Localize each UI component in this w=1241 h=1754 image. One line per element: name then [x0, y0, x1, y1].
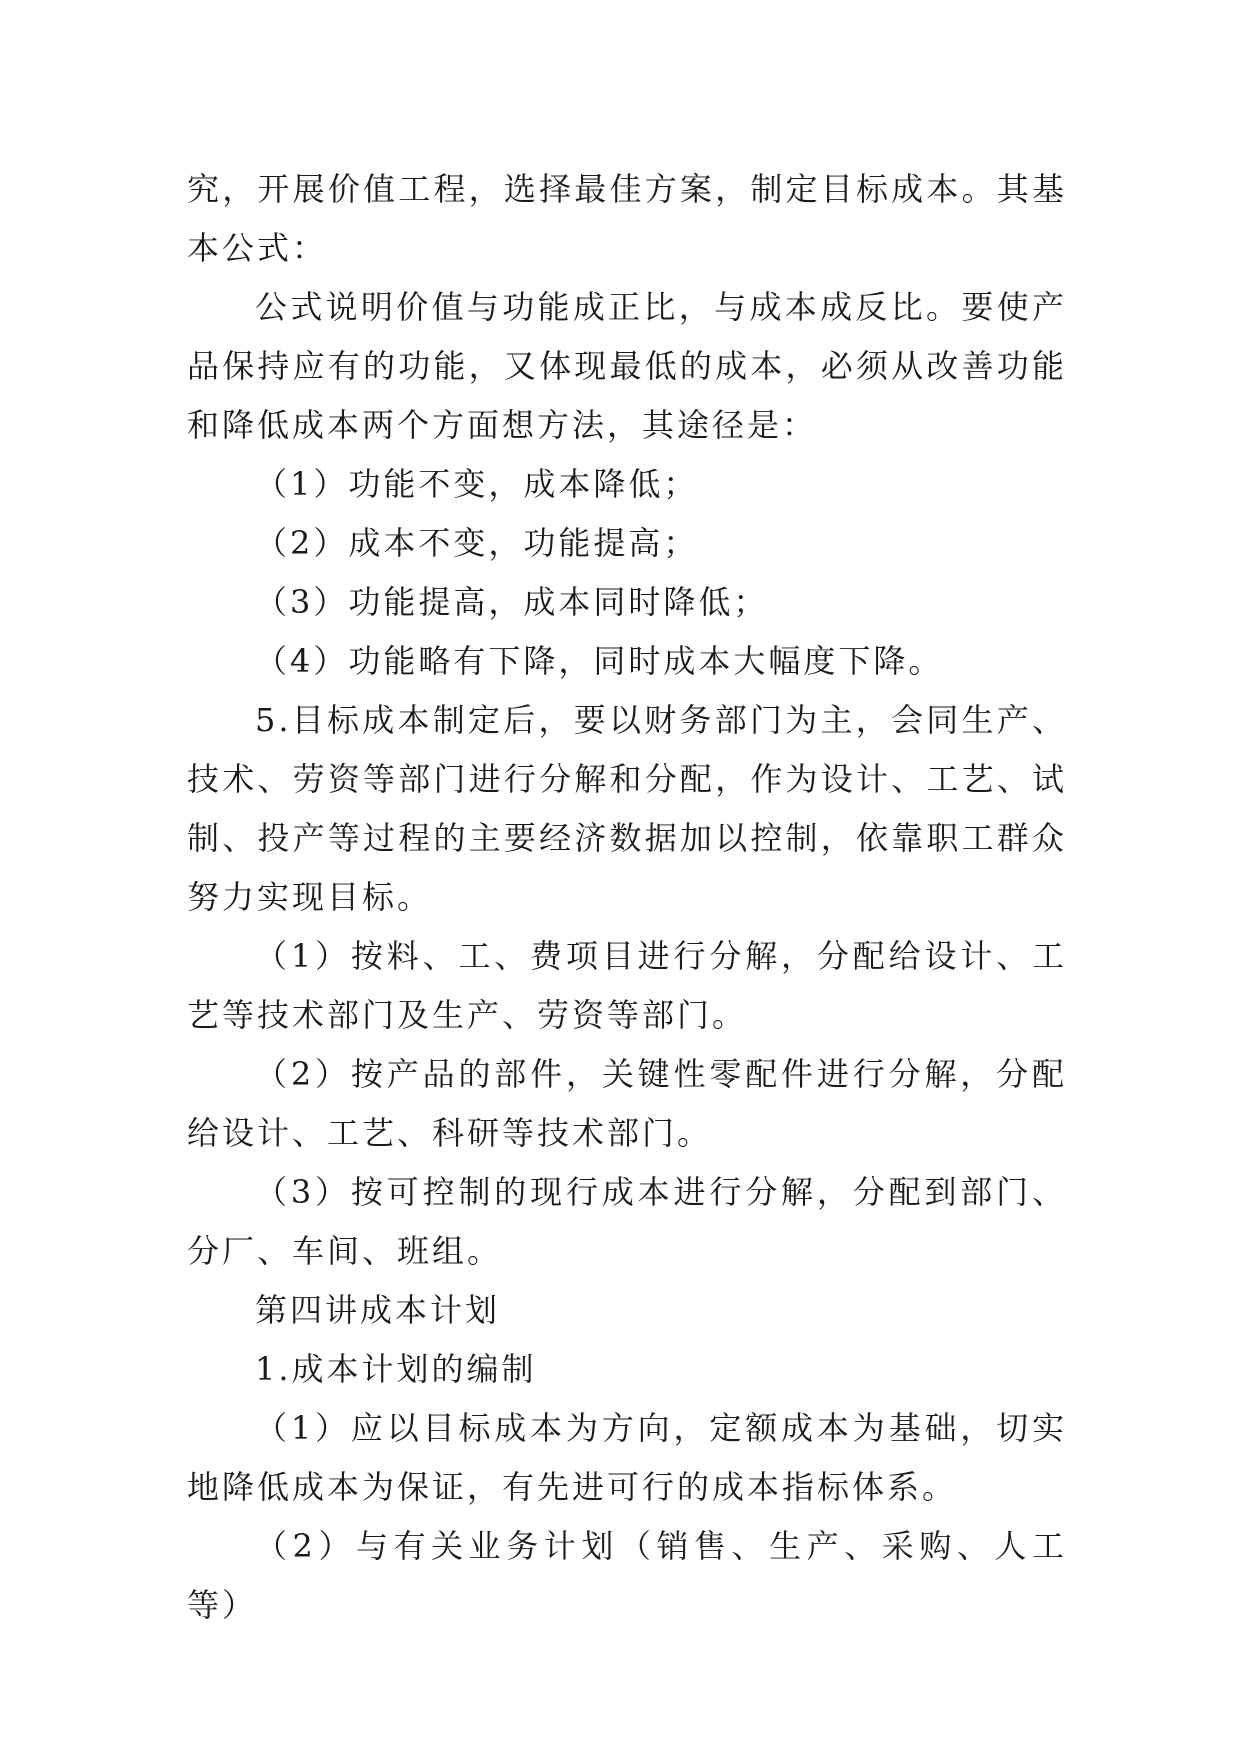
- paragraph-1: 究，开展价值工程，选择最佳方案，制定目标成本。其基本公式：: [187, 170, 1067, 267]
- document-body: [187, 160, 1067, 1635]
- list-item-9: （2）与有关业务计划（销售、生产、采购、人工等）: [187, 1527, 1067, 1624]
- list-item-2: （2）成本不变，功能提高；: [255, 524, 699, 562]
- list-item-1: （1）功能不变，成本降低；: [255, 465, 699, 503]
- paragraph-3: 5.目标成本制定后，要以财务部门为主，会同生产、技术、劳资等部门进行分解和分配，作为设计、工艺、试制、投产等过程的主要经济数据加以控制，依靠职工群众努力实现目标。: [187, 701, 1067, 916]
- list-item-7: （3）按可控制的现行成本进行分解，分配到部门、分厂、车间、班组。: [187, 1173, 1067, 1270]
- list-item-5: （1）按料、工、费项目进行分解，分配给设计、工艺等技术部门及生产、劳资等部门。: [187, 937, 1067, 1034]
- list-item-4: （4）功能略有下降，同时成本大幅度下降。: [255, 642, 944, 680]
- paragraph-2: 公式说明价值与功能成正比，与成本成反比。要使产品保持应有的功能，又体现最低的成本，必须从改善功能和降低成本两个方面想方法，其途径是：: [187, 288, 1067, 444]
- list-item-6: （2）按产品的部件，关键性零配件进行分解，分配给设计、工艺、科研等技术部门。: [187, 1055, 1067, 1152]
- list-item-3: （3）功能提高，成本同时降低；: [255, 583, 769, 621]
- subsection-heading: 1.成本计划的编制: [255, 1350, 537, 1388]
- section-heading: 第四讲成本计划: [255, 1291, 501, 1329]
- list-item-8: （1）应以目标成本为方向，定额成本为基础，切实地降低成本为保证，有先进可行的成本指标体系。: [187, 1409, 1067, 1506]
